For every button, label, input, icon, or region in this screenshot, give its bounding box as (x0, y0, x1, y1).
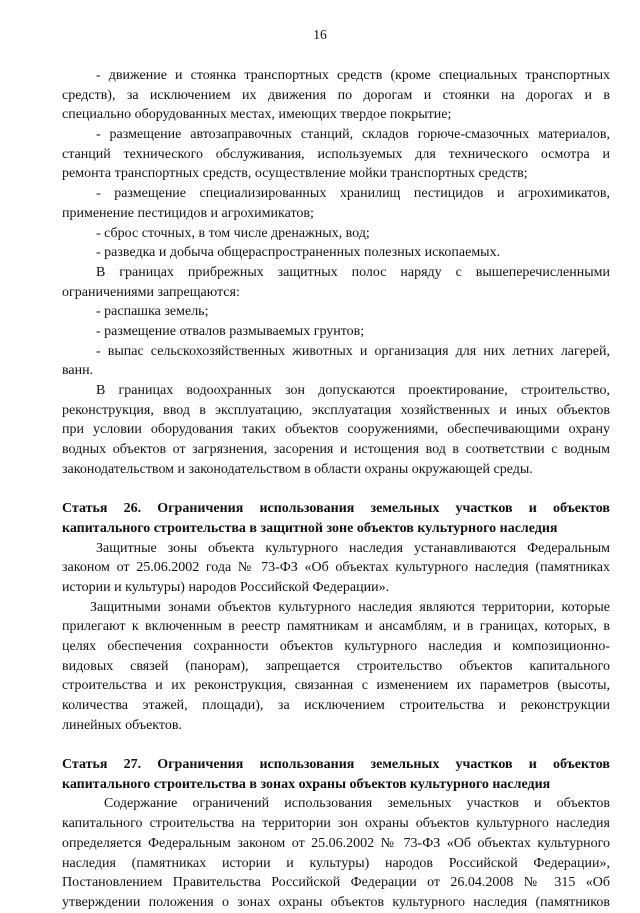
body-text-line: видовых связей (панорам), запрещается строительство объектов капитального (62, 658, 610, 674)
article-heading-line: Статья 27. Ограничения использования земельных участков и объектов (62, 757, 610, 773)
body-text-line: водных объектов от загрязнения, засорения и истощения вод в соответствии с водным (62, 442, 610, 458)
body-text-line: утверждении положения о зонах охраны объектов культурного наследия (памятников (62, 894, 610, 910)
body-text-line: - распашка земель; (96, 304, 209, 320)
body-text-line: - разведка и добыча общераспространенных полезных ископаемых. (96, 245, 501, 261)
paragraph-spacer (62, 479, 610, 499)
body-text-line: - движение и стоянка транспортных средств (кроме специальных транспортных (96, 68, 610, 83)
body-text-line: - размещение автозаправочных станций, складов горюче-смазочных материалов, (96, 127, 610, 143)
body-text-line: - размещение отвалов размываемых грунтов; (96, 323, 365, 339)
body-text-line: Защитными зонами объектов культурного наследия являются территории, которые (90, 599, 610, 615)
body-text-line: - размещение специализированных хранилищ пестицидов и агрохимикатов, (96, 186, 610, 202)
body-text-line: реконструкция, ввод в эксплуатацию, эксплуатация хозяйственных и иных объектов (62, 402, 610, 418)
body-text-line: определяется Федеральным законом от 25.06.2002 № 73-ФЗ «Об объектах культурного (62, 835, 610, 851)
body-text-line: строительства и их реконструкция, связанная с изменением их параметров (высоты, (62, 678, 610, 694)
body-text-line: наследия (памятниках истории и культуры) народов Российской Федерации», (62, 855, 610, 871)
body-text-line: станций технического обслуживания, используемых для технического осмотра и (62, 146, 610, 162)
body-text-line: при условии оборудования таких объектов сооружениями, обеспечивающими охрану (62, 422, 610, 438)
body-text-line: - сброс сточных, в том числе дренажных, вод; (96, 225, 370, 241)
body-text-line: истории и культуры) народов Российской Федерации». (62, 579, 390, 595)
body-text-line: специально оборудованных местах, имеющих твердое покрытие; (62, 107, 452, 123)
body-text-line: средств), за исключением их движения по дорогам и стоянки на дорогах и в (62, 87, 610, 103)
body-text-line: В границах водоохранных зон допускаются проектирование, строительство, (96, 383, 610, 398)
body-text-line: ванн. (62, 363, 94, 379)
body-text-line: - выпас сельскохозяйственных животных и организация для них летних лагерей, (96, 343, 610, 359)
body-text-line: применение пестицидов и агрохимикатов; (62, 205, 314, 221)
body-text-line: ограничениями запрещаются: (62, 284, 240, 300)
body-text-line: линейных объектов. (62, 717, 182, 733)
body-text-line: Постановлением Правительства Российской Федерации от 26.04.2008 № 315 «Об (62, 875, 610, 891)
article-heading-line: капитального строительства в защитной зоне объектов культурного наследия (62, 520, 558, 536)
body-text-line: количества этажей, площади), за исключением строительства и реконструкции (62, 698, 610, 713)
page-number: 16 (313, 27, 327, 42)
body-text-line: законом от 25.06.2002 года № 73-ФЗ «Об объектах культурного наследия (памятниках (62, 560, 610, 576)
body-text-line: ремонта транспортных средств, осуществление мойки транспортных средств; (62, 166, 528, 182)
article-heading-line: Статья 26. Ограничения использования земельных участков и объектов (62, 501, 610, 517)
paragraph-spacer (62, 735, 610, 755)
body-text-line: Содержание ограничений использования земельных участков и объектов (104, 796, 610, 812)
body-text-line: прилегают к включенным в реестр памятникам и ансамблям, и в границах, которых, в (62, 619, 610, 635)
document-body (62, 66, 610, 913)
body-text-line: целях обеспечения сохранности объектов культурного наследия и композиционно- (62, 638, 610, 654)
body-text-line: Защитные зоны объекта культурного наследия устанавливаются Федеральным (96, 540, 610, 556)
body-text-line: В границах прибрежных защитных полос наряду с вышеперечисленными (96, 264, 610, 280)
article-heading-line: капитального строительства в зонах охраны объектов культурного наследия (62, 776, 551, 792)
body-text-line: капитального строительства на территории зон охраны объектов культурного наследия (62, 816, 610, 832)
body-text-line: законодательством и законодательством в области охраны окружающей среды. (62, 461, 533, 477)
